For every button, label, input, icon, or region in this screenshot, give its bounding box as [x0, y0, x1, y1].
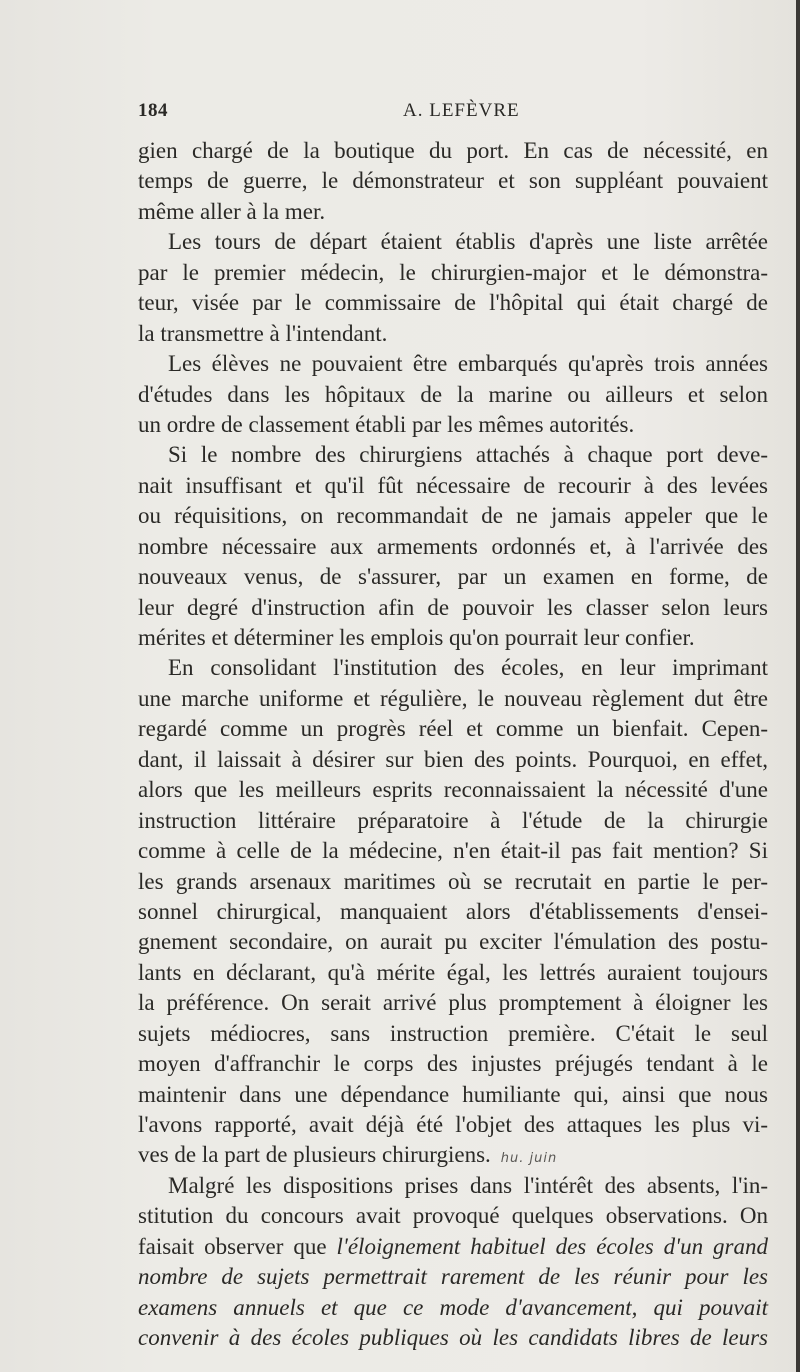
text-line: nouveaux venus, de s'assurer, par un examen en forme, de	[138, 564, 768, 590]
text-line: gnement secondaire, on aurait pu exciter l'émulation des postu-	[138, 929, 768, 955]
italic-phrase: l'éloignement habituel des écoles d'un grand	[336, 1233, 769, 1259]
text-line: une marche uniforme et régulière, le nouveau règlement dut être	[138, 685, 768, 711]
text-line: gien chargé de la boutique du port. En cas de nécessité, en	[138, 138, 768, 163]
page-header	[138, 100, 768, 130]
text-line: un ordre de classement établi par les mêmes autorités.	[138, 411, 635, 437]
text-line: stitution du concours avait provoqué quelques observations. On	[138, 1203, 768, 1229]
text-line: teur, visée par le commissaire de l'hôpital qui était chargé de	[138, 290, 768, 316]
text-line: même aller à la mer.	[138, 198, 326, 224]
running-head: A. LEFÈVRE	[403, 100, 520, 121]
text-line-content: faisait observer que	[138, 1233, 327, 1259]
text-line: sujets médiocres, sans instruction première. C'était le seul	[138, 1020, 768, 1046]
text-line: les grands arsenaux maritimes où se recrutait en partie le per-	[138, 868, 768, 894]
text-line: leur degré d'instruction afin de pouvoir les classer selon leurs	[138, 594, 768, 620]
text-line: moyen d'affranchir le corps des injustes préjugés tendant à le	[138, 1051, 768, 1077]
text-line: la transmettre à l'intendant.	[138, 320, 388, 346]
text-line: d'études dans les hôpitaux de la marine ou ailleurs et selon	[138, 381, 768, 407]
text-line: mérites et déterminer les emplois qu'on pourrait leur confier.	[138, 625, 695, 650]
text-line	[138, 1140, 768, 1170]
body-text	[138, 136, 768, 1354]
text-line: temps de guerre, le démonstrateur et son suppléant pouvaient	[138, 168, 768, 194]
page-number: 184	[138, 100, 168, 121]
text-line: la préférence. On serait arrivé plus promptement à éloigner les	[138, 990, 768, 1016]
text-line: par le premier médecin, le chirurgien-major et le démonstra-	[138, 259, 768, 285]
text-line: dant, il laissait à désirer sur bien des points. Pourquoi, en effet,	[138, 746, 768, 772]
text-line: instruction littéraire préparatoire à l'étude de la chirurgie	[138, 807, 768, 833]
text-line: maintenir dans une dépendance humiliante qui, ainsi que nous	[138, 1081, 768, 1107]
text-line	[138, 1232, 768, 1262]
handwritten-annotation: hu. juin	[500, 1151, 558, 1167]
text-line: ou réquisitions, on recommandait de ne jamais appeler que le	[138, 503, 768, 529]
text-line: regardé comme un progrès réel et comme un bienfait. Cepen-	[138, 716, 768, 742]
text-line: nombre nécessaire aux armements ordonnés et, à l'arrivée des	[138, 533, 768, 559]
text-line: convenir à des écoles publiques où les candidats libres de leurs	[138, 1325, 768, 1351]
text-line: Les élèves ne pouvaient être embarqués qu'après trois années	[168, 351, 768, 377]
text-line: Si le nombre des chirurgiens attachés à chaque port deve-	[168, 442, 768, 468]
text-line: comme à celle de la médecine, n'en était-il pas fait mention? Si	[138, 838, 768, 864]
text-line-content: ves de la part de plusieurs chirurgiens.	[138, 1142, 491, 1168]
text-line: Les tours de départ étaient établis d'après une liste arrêtée	[168, 229, 768, 255]
text-line: En consolidant l'institution des écoles, en leur imprimant	[168, 655, 768, 681]
text-line: nait insuffisant et qu'il fût nécessaire de recourir à des levées	[138, 472, 768, 498]
text-line: sonnel chirurgical, manquaient alors d'établissements d'ensei-	[138, 898, 768, 924]
text-line: Malgré les dispositions prises dans l'intérêt des absents, l'in-	[168, 1172, 768, 1198]
text-line: lants en déclarant, qu'à mérite égal, les lettrés auraient toujours	[138, 959, 768, 985]
text-line: examens annuels et que ce mode d'avancement, qui pouvait	[138, 1294, 768, 1320]
text-line: l'avons rapporté, avait déjà été l'objet des attaques les plus vi-	[138, 1112, 768, 1137]
text-line: nombre de sujets permettrait rarement de les réunir pour les	[138, 1264, 768, 1290]
text-line: alors que les meilleurs esprits reconnaissaient la nécessité d'une	[138, 777, 768, 803]
page-edge	[796, 0, 800, 1372]
